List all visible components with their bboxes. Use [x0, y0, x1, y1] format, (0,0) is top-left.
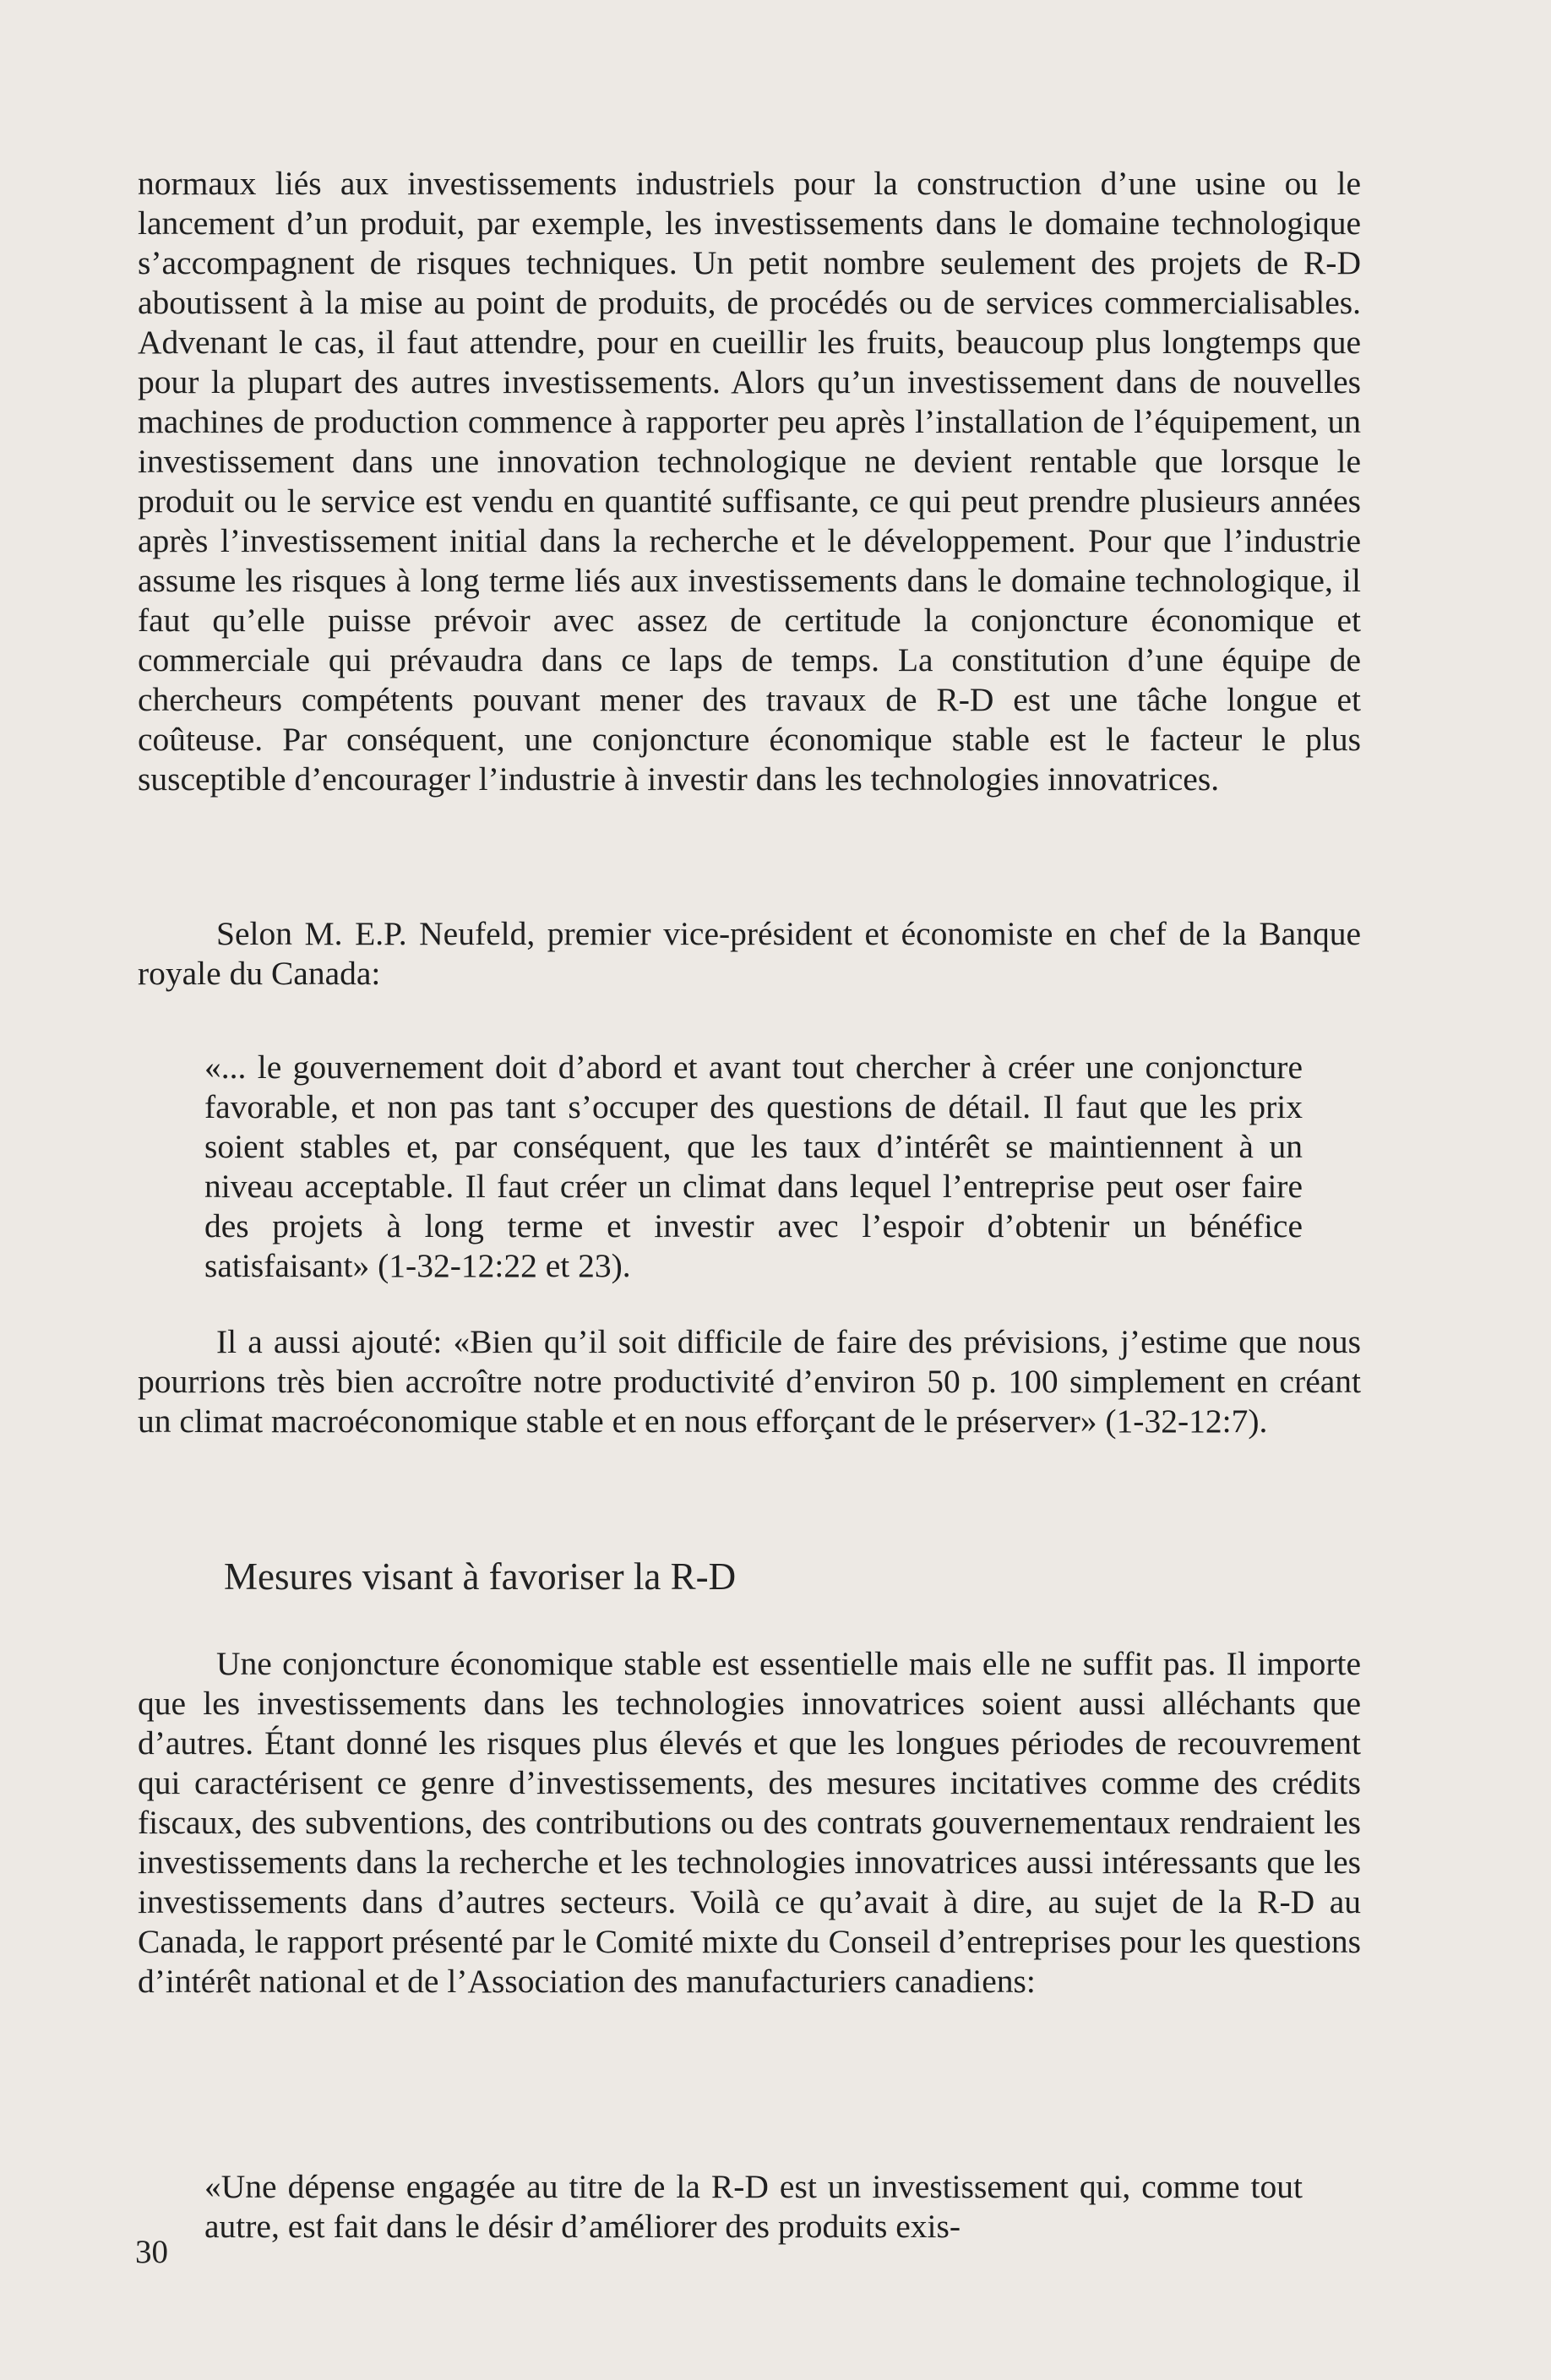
paragraph-incentives: [138, 1644, 1361, 2001]
quotation-rd-expense: [204, 2133, 1303, 2279]
paragraph-text: Il a aussi ajouté: «Bien qu’il soit difficile de faire des prévisions, j’estime que nous pourrions très bien accroître notre productivité d’environ 50 p. 100 simplement en créant un climat macroéconomique stable et en nous efforçant de le préserver» (1-32-12:7).: [138, 1323, 1361, 1440]
paragraph-text: normaux liés aux investissements industriels pour la construction d’une usine ou le lancement d’un produit, par exemple, les investissements dans le domaine technologique s’accompagnent de risques techniques. Un petit nombre seulement des projets de R-D aboutissent à la mise au point de produits, de procédés ou de services commercialisables. Advenant le cas, il faut attendre, pour en cueillir les fruits, beaucoup plus longtemps que pour la plupart des autres investissements. Alors qu’un investissement dans de nouvelles machines de production commence à rapporter peu après l’installation de l’équipement, un investissement dans une innovation technologique ne devient rentable que lorsque le produit ou le service est vendu en quantité suffisante, ce qui peut prendre plusieurs années après l’investissement initial dans la recherche et le développement. Pour que l’industrie assume les risques à long terme liés aux investissements dans le domaine technologique, il faut qu’elle puisse prévoir avec assez de certitude la conjoncture économique et commerciale qui prévaudra dans ce laps de temps. La constitution d’une équipe de chercheurs compétents pouvant mener des travaux de R-D est une tâche longue et coûteuse. Par conséquent, une conjoncture économique stable est le facteur le plus susceptible d’encourager l’industrie à investir dans les technologies innovatrices.: [138, 165, 1361, 798]
quotation-neufeld: [204, 1014, 1303, 1319]
section-heading: Mesures visant à favoriser la R-D: [224, 1555, 737, 1598]
paragraph-risks: [138, 164, 1361, 799]
paragraph-text: Selon M. E.P. Neufeld, premier vice-président et économiste en chef de la Banque royale du Canada:: [138, 915, 1361, 992]
paragraph-productivity: [138, 1322, 1361, 1441]
quotation-text: «Une dépense engagée au titre de la R-D est un investissement qui, comme tout autre, est fait dans le désir d’améliorer des produits exis-: [204, 2167, 1303, 2245]
paragraph-text: Une conjoncture économique stable est essentielle mais elle ne suffit pas. Il importe que les investissements dans les technologies innovatrices soient aussi alléchants que d’autres. Étant donné les risques plus élevés et que les longues périodes de recouvrement qui caractérisent ce genre d’investissements, des mesures incitatives comme des crédits fiscaux, des subventions, des contributions ou des contrats gouvernementaux rendraient les investissements dans la recherche et les technologies innovatrices aussi intéressants que les investissements dans d’autres secteurs. Voilà ce qu’avait à dire, au sujet de la R-D au Canada, le rapport présenté par le Comité mixte du Conseil d’entreprises pour les questions d’intérêt national et de l’Association des manufacturiers canadiens:: [138, 1645, 1361, 2000]
page-number: 30: [135, 2234, 168, 2270]
quotation-text: «... le gouvernement doit d’abord et avant tout chercher à créer une conjoncture favorable, et non pas tant s’occuper des questions de détail. Il faut que les prix soient stables et, par conséquent, que les taux d’intérêt se maintiennent à un niveau acceptable. Il faut créer un climat dans lequel l’entreprise peut oser faire des projets à long terme et investir avec l’espoir d’obtenir un bénéfice satisfaisant» (1-32-12:22 et 23).: [204, 1048, 1303, 1284]
paragraph-neufeld-intro: [138, 914, 1361, 994]
